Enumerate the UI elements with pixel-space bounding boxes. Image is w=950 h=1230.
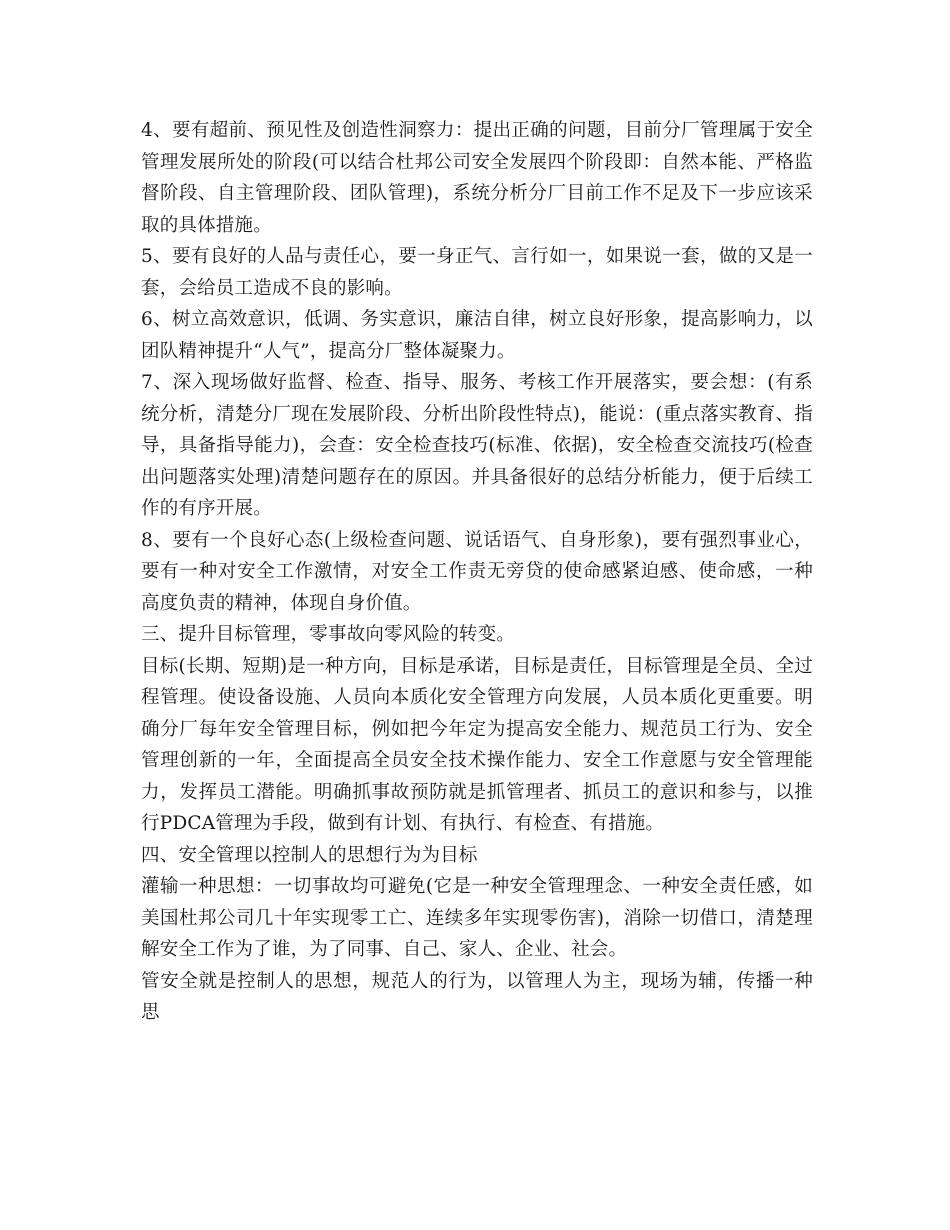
section-heading-4: 四、安全管理以控制人的思想行为为目标 [141,844,478,866]
paragraph-item-7: 7、深入现场做好监督、检查、指导、服务、考核工作开展落实，要会想：(有系统分析，清楚分厂现在发展阶段、分析出阶段性特点)，能说：(重点落实教育、指导，具备指导能力)，会查：安全检查技巧(标准、依据)，安全检查交流技巧(检查出问题落实处理)清楚问题存在的原因。并具备很好的总结分析能力，便于后续工作的有序开展。 [141,372,813,519]
paragraph-control-thinking: 管安全就是控制人的思想，规范人的行为，以管理人为主，现场为辅，传播一种思 [141,970,813,1023]
section-heading-3: 三、提升目标管理，零事故向零风险的转变。 [141,624,516,645]
document-body [141,115,813,1029]
paragraph-item-5: 5、要有良好的人品与责任心，要一身正气、言行如一，如果说一套，做的又是一套，会给员工造成不良的影响。 [141,246,813,299]
paragraph-target-management: 目标(长期、短期)是一种方向，目标是承诺，目标是责任，目标管理是全员、全过程管理。使设备设施、人员向本质化安全管理方向发展，人员本质化更重要。明确分厂每年安全管理目标，例如把今年定为提高安全能力、规范员工行为、安全管理创新的一年，全面提高全员安全技术操作能力、安全工作意愿与安全管理能力，发挥员工潜能。明确抓事故预防就是抓管理者、抓员工的意识和参与，以推行PDCA管理为手段，做到有计划、有执行、有检查、有措施。 [141,655,813,834]
paragraph-item-8: 8、要有一个良好心态(上级检查问题、说话语气、自身形象)，要有强烈事业心，要有一种对安全工作激情，对安全工作责无旁贷的使命感紧迫感、使命感，一种高度负责的精神，体现自身价值。 [141,529,813,614]
paragraph-instill-thinking: 灌输一种思想：一切事故均可避免(它是一种安全管理理念、一种安全责任感，如美国杜邦公司几十年实现零工亡、连续多年实现零伤害)，消除一切借口，清楚理解安全工作为了谁，为了同事、自己、家人、企业、社会。 [141,876,813,960]
paragraph-item-6: 6、树立高效意识，低调、务实意识，廉洁自律，树立良好形象，提高影响力，以团队精神提升“人气”，提高分厂整体凝聚力。 [141,309,813,362]
paragraph-item-4: 4、要有超前、预见性及创造性洞察力：提出正确的问题，目前分厂管理属于安全管理发展所处的阶段(可以结合杜邦公司安全发展四个阶段即：自然本能、严格监督阶段、自主管理阶段、团队管理)，系统分析分厂目前工作不足及下一步应该采取的具体措施。 [141,120,813,236]
